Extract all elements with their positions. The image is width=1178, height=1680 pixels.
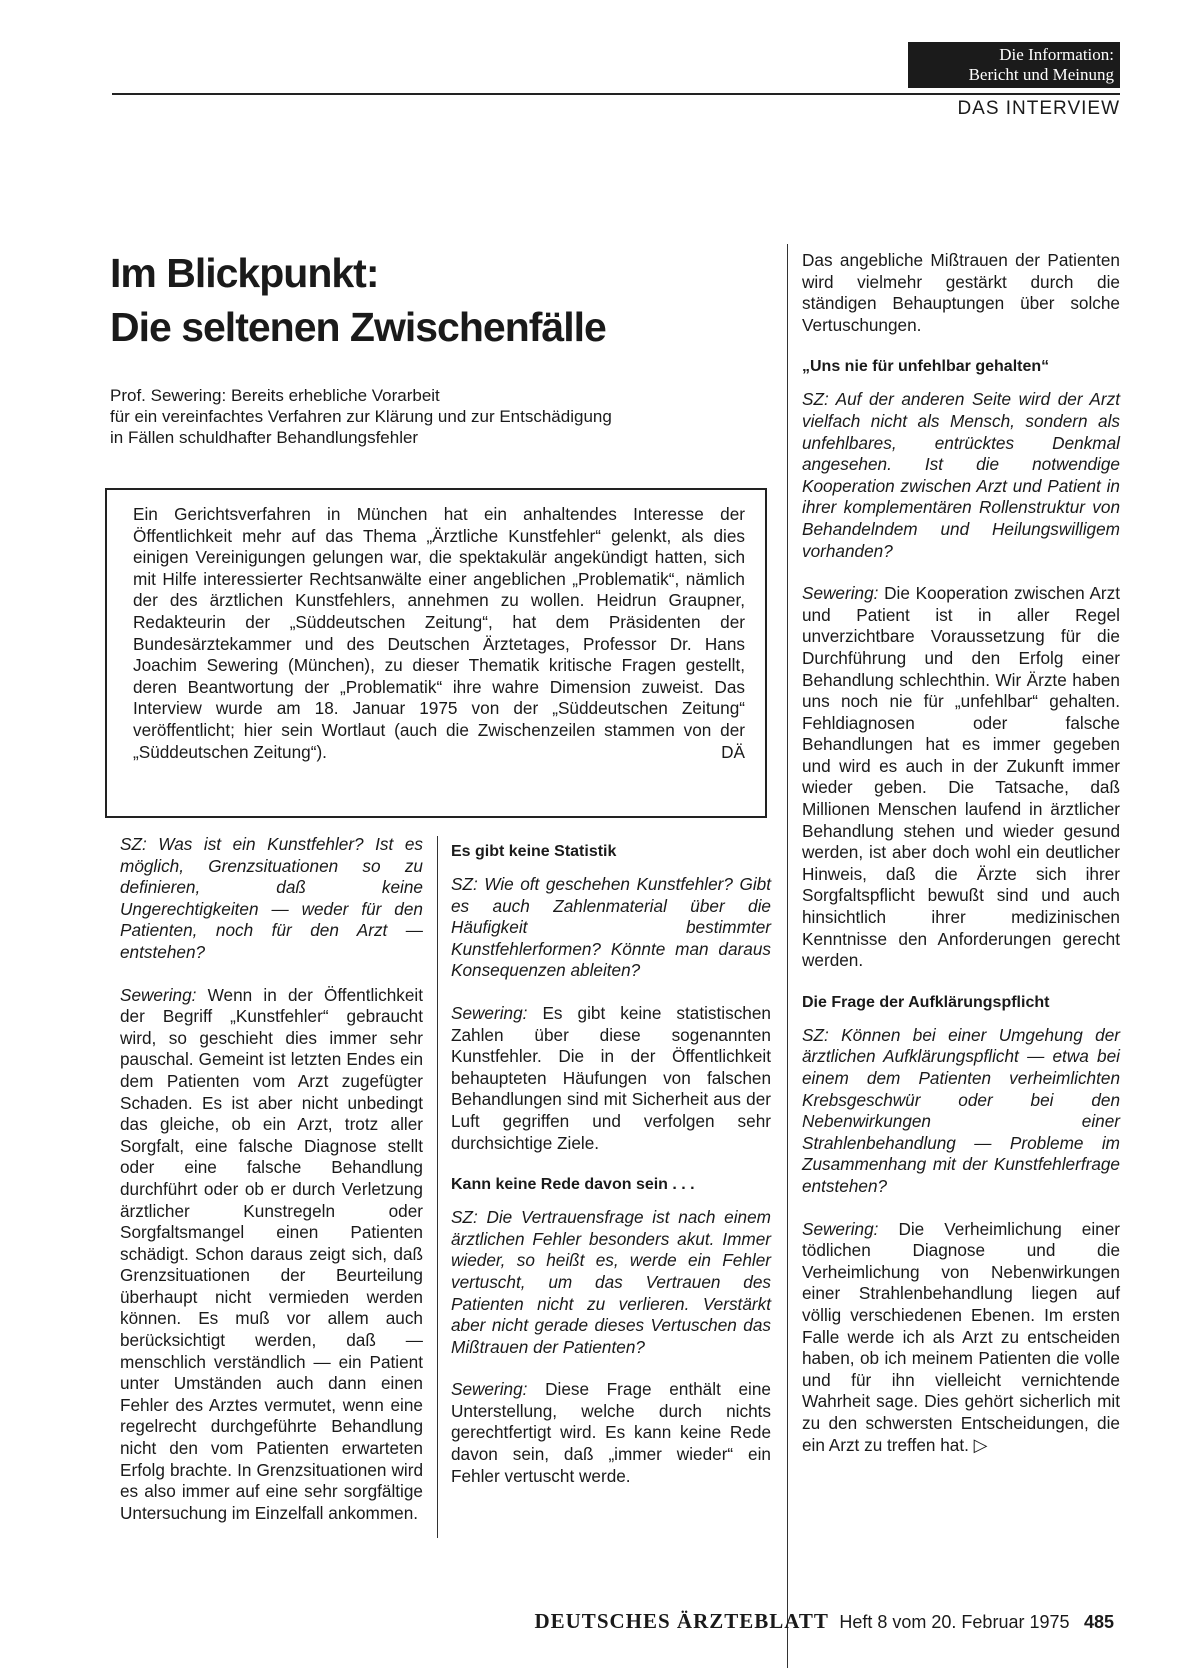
headline-line-2: Die seltenen Zwischenfälle (110, 304, 606, 350)
answer-speaker: Sewering: (802, 583, 879, 604)
subtitle-line-2: für ein vereinfachtes Verfahren zur Klärung und zur Entschädigung (110, 407, 612, 426)
intro-body: Ein Gerichtsverfahren in München hat ein anhaltendes Interesse der Öffentlichkeit mehr auf das Thema „Ärztliche Kunstfehler“ gelenkt, als dies einigen Vereinigungen gelungen war, die spektakulär angekündigt hatten, sich mit Hilfe interessierter Rechtsanwälte einer angeblichen „Problematik“, nämlich der des ärztlichen Kunstfehlers, annehmen zu wollen. Heidrun Graupner, Redakteurin der „Süddeutschen Zeitung“, hat dem Präsidenten der Bundesärztekammer und des Deutschen Ärztetages, Professor Dr. Hans Joachim Sewering (München), zu dieser Thematik kritische Fragen gestellt, deren Beantwortung der „Problematik“ ihre wahre Dimension zuweist. Das Interview wurde am 18. Januar 1975 von der „Süddeutschen Zeitung“ veröffentlicht; hier sein Wortlaut (auch die Zwischenzeilen stammen von der „Süddeutschen Zeitung“). (133, 504, 745, 762)
answer-speaker: Sewering: (120, 984, 197, 1005)
answer-text: Wenn in der Öffentlichkeit der Begriff „Kunstfehler“ gebraucht wird, so geschieht dies immer sehr pauschal. Gemeint ist letzten Endes ein dem Patienten vom Arzt zugefügter Schaden. Es ist aber nicht unbedingt das gleiche, ob ein Arzt, trotz aller Sorgfalt, eine falsche Diagnose stellt oder eine falsche Behandlung durchführt oder ob er durch Verletzung ärztlicher Kunstregeln oder Sorgfaltsmangel einen Patienten schädigt. Schon daraus zeigt sich, daß Grenzsituationen der Beurteilung überhaupt nicht vermieden werden können. Es muß vor allem auch berücksichtigt werden, daß — menschlich verständlich — ein Patient unter Umständen auch dann einen Fehler des Arztes vermutet, wenn eine regelrecht durchgeführte Behandlung nicht den vom Patienten erwarteten Erfolg brachte. In Grenzsituationen wird es also immer auf eine sehr sorgfältige Untersuchung im Einzelfall ankommen. (120, 984, 424, 1523)
answer-4 (802, 583, 1120, 972)
answer-speaker: Sewering: (802, 1218, 879, 1239)
section-label: DAS INTERVIEW (957, 98, 1120, 119)
answer-1 (120, 985, 423, 1525)
question-1: SZ: Was ist ein Kunstfehler? Ist es möglich, Grenzsituationen so zu definieren, daß keine Ungerechtigkeiten — weder für den Patienten, noch für den Arzt — entstehen? (120, 834, 423, 962)
subheading-statistik: Es gibt keine Statistik (451, 843, 617, 860)
question-2: SZ: Wie oft geschehen Kunstfehler? Gibt es auch Zahlenmaterial über die Häufigkeit bestimmter Kunstfehlerformen? Könnte man daraus Konsequenzen ableiten? (451, 874, 771, 981)
subheading-unfehlbar: „Uns nie für unfehlbar gehalten“ (802, 358, 1050, 376)
intro-text (133, 504, 745, 763)
answer-2 (451, 1003, 771, 1154)
answer-text: Die Verheimlichung einer tödlichen Diagnose und die Verheimlichung von Nebenwirkungen einer Strahlenbehandlung liegen auf völlig verschiedenen Ebenen. Im ersten Falle werde ich als Arzt zu entscheiden haben, ob ich meinem Patienten die volle und für ihn vielleicht vernichtende Wahrheit sage. Dies gehört sicherlich mit zu den schwersten Entscheidungen, die ein Arzt zu treffen hat. (802, 1218, 1120, 1455)
answer-text: Diese Frage enthält eine Unterstellung, welche durch nichts gerechtfertigt wird. Es kann keine Rede davon sein, daß „immer wieder“ ein Fehler vertuscht werde. (451, 1379, 771, 1486)
column-rule-left (437, 836, 438, 1538)
issue-info: Heft 8 vom 20. Februar 1975 (839, 1612, 1070, 1632)
answer-speaker: Sewering: (451, 1379, 528, 1400)
top-rule (112, 93, 1120, 95)
badge-line-2: Bericht und Meinung (968, 65, 1114, 84)
continued-paragraph: Das angebliche Mißtrauen der Patienten wird vielmehr gestärkt durch die ständigen Behauptungen über solche Vertuschungen. (802, 250, 1120, 335)
page-footer (474, 1609, 1114, 1634)
article-subtitle (110, 385, 750, 448)
intro-signature: DÄ (721, 741, 745, 762)
continue-arrow-icon: ▷ (973, 1434, 988, 1455)
page-number: 485 (1083, 1612, 1114, 1632)
answer-speaker: Sewering: (451, 1002, 528, 1023)
article-headline (110, 246, 750, 354)
answer-3 (451, 1379, 771, 1487)
section-badge (908, 42, 1120, 88)
question-4: SZ: Auf der anderen Seite wird der Arzt vielfach nicht als Mensch, sondern als unfehlbares, entrücktes Denkmal angesehen. Ist die notwendige Kooperation zwischen Arzt und Patient in ihrer komplementären Rollenstruktur von Behandelndem und Heilungswilligem vorhanden? (802, 389, 1120, 561)
column-rule-right (787, 244, 788, 1668)
answer-text: Es gibt keine statistischen Zahlen über diese sogenannten Kunstfehler. Die in der Öffentlichkeit behaupteten Häufungen von falschen Behandlungen sind mit Sicherheit aus der Luft gegriffen und verfolgen sehr durchsichtige Ziele. (451, 1002, 771, 1153)
column-2 (451, 842, 771, 1508)
intro-box (105, 488, 767, 818)
question-3: SZ: Die Vertrauensfrage ist nach einem ärztlichen Fehler besonders akut. Immer wieder, so heißt es, werde ein Fehler vertuscht, um das Vertrauen des Patienten nicht zu verlieren. Verstärkt aber nicht gerade dieses Vertuschen das Mißtrauen der Patienten? (451, 1207, 771, 1357)
answer-5 (802, 1219, 1120, 1457)
answer-text: Die Kooperation zwischen Arzt und Patient ist in aller Regel unverzichtbare Voraussetzung für die Durchführung und den Erfolg einer Behandlung schlechthin. Wir Ärzte haben uns noch nie für „unfehlbar“ gehalten. Fehldiagnosen oder falsche Behandlungen hat es immer gegeben und wird es auch in der Zukunft immer wieder geben. Die Tatsache, daß Millionen Menschen laufend in ärztlicher Behandlung stehen und wieder gesund werden, ist aber doch wohl ein deutlicher Hinweis, daß die Ärzte sich ihrer Sorgfaltspflicht bewußt sind und auch hinsichtlich ihrer medizinischen Kenntnisse den Anforderungen gerecht werden. (802, 583, 1120, 971)
subheading-keine-rede: Kann keine Rede davon sein . . . (451, 1176, 695, 1194)
headline-line-1: Im Blickpunkt: (110, 250, 379, 296)
question-5: SZ: Können bei einer Umgehung der ärztlichen Aufklärungspflicht — etwa bei einem dem Patienten verheimlichten Krebsgeschwür oder bei den Nebenwirkungen einer Strahlenbehandlung — Probleme im Zusammenhang mit der Kunstfehlerfrage entstehen? (802, 1024, 1120, 1196)
subtitle-line-1: Prof. Sewering: Bereits erhebliche Vorarbeit (110, 386, 440, 405)
subtitle-line-3: in Fällen schuldhafter Behandlungsfehler (110, 428, 419, 447)
badge-line-1: Die Information: (999, 45, 1114, 64)
magazine-name: DEUTSCHES ÄRZTEBLATT (534, 1609, 829, 1633)
column-3 (802, 250, 1120, 1477)
column-1 (120, 834, 423, 1545)
subheading-aufklaerung: Die Frage der Aufklärungspflicht (802, 993, 1050, 1011)
